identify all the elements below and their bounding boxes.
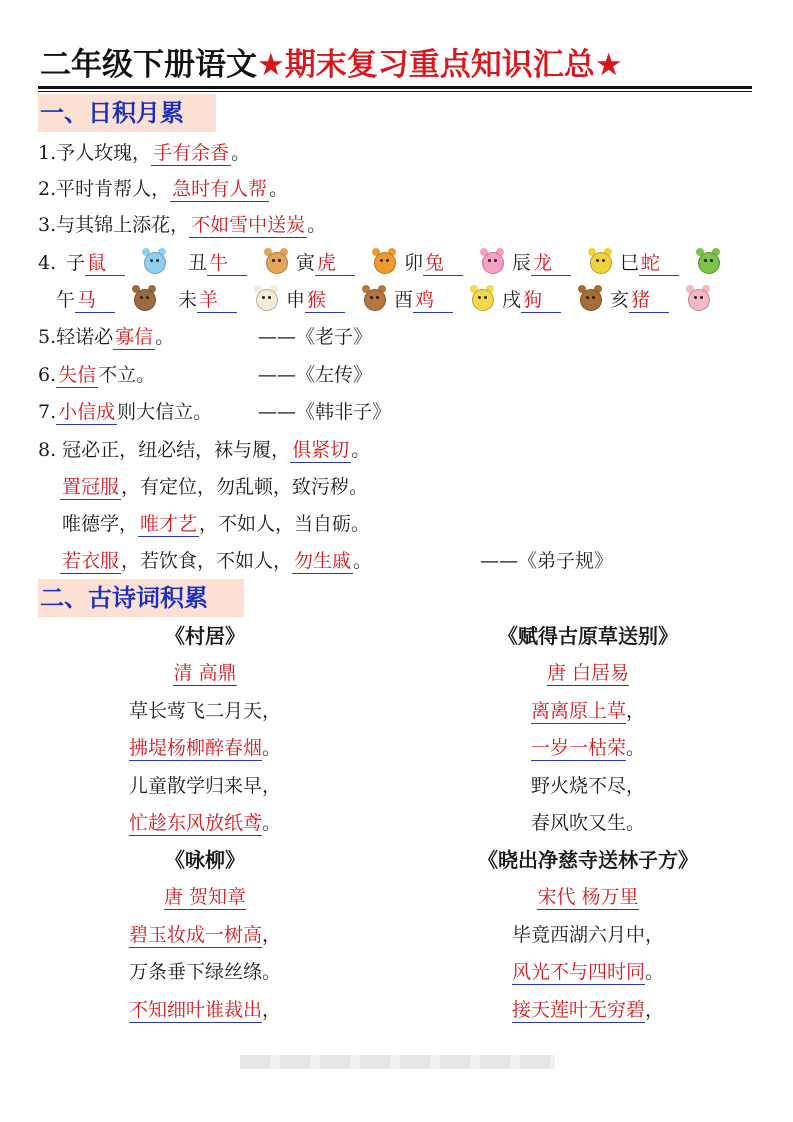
- poem-title-caoyuan: 《赋得古原草送别》: [498, 624, 678, 648]
- item-8-end-1: 。: [351, 439, 371, 461]
- item-6-end: 不立。: [98, 364, 156, 386]
- poem-line-jingci-3: [448, 995, 728, 1025]
- section-heading-1: 一、日积月累: [38, 94, 216, 132]
- poem-line-yongliu-2: 万条垂下绿丝绦。: [128, 961, 281, 983]
- item-1-text: 1.予人玫瑰，: [38, 142, 152, 164]
- poem-line-cunju-3: 儿童散学归来早，: [128, 775, 281, 797]
- zodiac-branch: 辰: [512, 252, 532, 274]
- item-3-text: 3.与其锦上添花，: [38, 214, 190, 236]
- zodiac-item-10: [394, 285, 453, 315]
- poem-title-cunju: 《村居》: [165, 624, 245, 648]
- poem-author-cunju-text: 清 高鼎: [173, 662, 237, 684]
- ox-icon: [262, 246, 290, 276]
- zodiac-animal-answer: 猪: [629, 288, 669, 313]
- item-5-text: 5.轻诺必: [38, 326, 114, 348]
- zodiac-animal-answer: 猴: [305, 288, 345, 313]
- poem-title-jingci: 《晓出净慈寺送林子方》: [478, 848, 698, 872]
- poem-answer-jingci-2: 风光不与四时同: [511, 961, 645, 983]
- zodiac-animal-answer: 鼠: [85, 251, 125, 276]
- poem-line-jingci-2: [448, 957, 728, 987]
- watermark-bar: [240, 1055, 555, 1069]
- item-7-end: 则大信立。: [117, 401, 213, 423]
- zodiac-branch: 寅: [296, 252, 316, 274]
- item-8-end-4: 。: [353, 550, 373, 572]
- item-8-text-2: ，有定位，勿乱顿，致污秽。: [121, 476, 369, 498]
- pig-icon: [684, 283, 712, 313]
- item-8-answer-2: 置冠服: [62, 476, 120, 498]
- rabbit-icon: [478, 246, 506, 276]
- item-5-source: ——《老子》: [258, 326, 373, 348]
- zodiac-item-6: [620, 248, 679, 278]
- item-8-line-2: [60, 472, 368, 502]
- zodiac-item-9: [286, 285, 345, 315]
- poem-title-yongliu: 《咏柳》: [165, 848, 245, 872]
- zodiac-branch: 酉: [394, 289, 414, 311]
- zodiac-item-1: [66, 248, 125, 278]
- poem-answer-cunju-2: 拂堤杨柳醉春烟: [128, 737, 262, 759]
- zodiac-branch: 午: [56, 289, 76, 311]
- zodiac-item-4: [404, 248, 463, 278]
- zodiac-branch: 子: [66, 252, 86, 274]
- zodiac-animal-answer: 虎: [315, 251, 355, 276]
- zodiac-item-5: [512, 248, 571, 278]
- poem-author-caoyuan-text: 唐 白居易: [546, 662, 630, 684]
- item-6: [38, 360, 155, 390]
- poem-answer-cunju-4: 忙趁东风放纸鸢: [128, 812, 262, 834]
- poem-answer-caoyuan-2: 一岁一枯荣: [530, 737, 626, 759]
- poem-line-cunju-2: [85, 733, 325, 763]
- item-8-line-3: [62, 509, 370, 539]
- item-5-answer: 寡信: [115, 326, 154, 348]
- title-rule: [38, 86, 752, 89]
- item-8-answer-3: 唯才艺: [140, 513, 198, 535]
- poem-answer-jingci-3: 接天莲叶无穷碧: [511, 999, 645, 1021]
- snake-icon: [694, 246, 722, 276]
- poem-punct-caoyuan-2: 。: [626, 737, 646, 759]
- item-1-answer: 手有余香: [153, 142, 230, 164]
- item-7-source: ——《韩非子》: [258, 401, 392, 423]
- zodiac-item-12: [610, 285, 669, 315]
- item-7: [38, 397, 212, 427]
- item-3-answer: 不如雪中送炭: [191, 214, 306, 236]
- zodiac-animal-answer: 狗: [521, 288, 561, 313]
- poem-author-cunju: [85, 658, 325, 688]
- item-8-source: ——《弟子规》: [480, 550, 614, 572]
- item-8-line-4: [60, 546, 372, 576]
- poem-author-jingci: [448, 882, 728, 912]
- poem-author-caoyuan: [448, 658, 728, 688]
- mouse-icon: [140, 246, 168, 276]
- rooster-icon: [468, 283, 496, 313]
- zodiac-item-8: [178, 285, 237, 315]
- poem-line-caoyuan-1: [448, 696, 728, 726]
- zodiac-animal-answer: 兔: [423, 251, 463, 276]
- title-rule-thin: [38, 91, 752, 92]
- zodiac-item-2: [188, 248, 247, 278]
- zodiac-branch: 亥: [610, 289, 630, 311]
- item-3-end: 。: [307, 214, 327, 236]
- zodiac-branch: 巳: [620, 252, 640, 274]
- zodiac-item-11: [502, 285, 561, 315]
- item-2-end: 。: [269, 178, 289, 200]
- item-7-answer: 小信成: [58, 401, 116, 423]
- page-title: [40, 44, 752, 86]
- item-1: [38, 138, 250, 168]
- poem-punct-cunju-2: 。: [262, 737, 282, 759]
- poem-punct-cunju-4: 。: [262, 812, 282, 834]
- zodiac-animal-answer: 羊: [197, 288, 237, 313]
- horse-icon: [130, 283, 158, 313]
- poem-answer-caoyuan-1: 离离原上草: [530, 700, 626, 722]
- item-8-answer-1: 俱紧切: [292, 439, 350, 461]
- zodiac-branch: 未: [178, 289, 198, 311]
- zodiac-animal-answer: 龙: [531, 251, 571, 276]
- item-8-end-3: ，不如人，当自砺。: [199, 513, 371, 535]
- poem-author-yongliu: [85, 882, 325, 912]
- poem-line-yongliu-1: [85, 920, 325, 950]
- zodiac-animal-answer: 鸡: [413, 288, 453, 313]
- poem-punct-yongliu-3: ，: [262, 999, 282, 1021]
- item-6-text: 6.: [38, 364, 57, 386]
- goat-icon: [252, 283, 280, 313]
- dog-icon: [576, 283, 604, 313]
- poem-author-yongliu-text: 唐 贺知章: [163, 886, 247, 908]
- tiger-icon: [370, 246, 398, 276]
- item-8-text-4: ，若饮食，不如人，: [121, 550, 293, 572]
- item-6-source: ——《左传》: [258, 364, 373, 386]
- zodiac-branch: 申: [286, 289, 306, 311]
- item-8-line-1: [38, 435, 370, 465]
- section-heading-2: 二、古诗词积累: [38, 579, 244, 617]
- poem-line-jingci-1: 毕竟西湖六月中，: [511, 924, 664, 946]
- zodiac-branch: 戌: [502, 289, 522, 311]
- zodiac-branch: 卯: [404, 252, 424, 274]
- zodiac-animal-answer: 蛇: [639, 251, 679, 276]
- zodiac-animal-answer: 牛: [207, 251, 247, 276]
- item-4-number: 4.: [38, 252, 57, 274]
- poem-answer-yongliu-1: 碧玉妆成一树高: [128, 924, 262, 946]
- poem-line-cunju-4: [85, 808, 325, 838]
- item-8-text-3: 唯德学，: [62, 513, 139, 535]
- dragon-icon: [586, 246, 614, 276]
- item-6-answer: 失信: [58, 364, 97, 386]
- zodiac-animal-answer: 马: [75, 288, 115, 313]
- item-2-answer: 急时有人帮: [172, 178, 268, 200]
- poem-line-caoyuan-2: [448, 733, 728, 763]
- item-1-end: 。: [231, 142, 251, 164]
- zodiac-branch: 丑: [188, 252, 208, 274]
- item-5: [38, 322, 174, 352]
- poem-line-caoyuan-4: 春风吹又生。: [530, 812, 645, 834]
- poem-line-yongliu-3: [85, 995, 325, 1025]
- poem-punct-caoyuan-1: ，: [626, 700, 646, 722]
- item-8-answer-4a: 若衣服: [62, 550, 120, 572]
- item-2: [38, 174, 288, 204]
- poem-punct-yongliu-1: ，: [262, 924, 282, 946]
- item-8-text-1: 8. 冠必正，纽必结，袜与履，: [38, 439, 291, 461]
- poem-line-caoyuan-3: 野火烧不尽，: [530, 775, 645, 797]
- item-7-text: 7.: [38, 401, 57, 423]
- poem-punct-jingci-3: ，: [645, 999, 665, 1021]
- zodiac-item-7: [56, 285, 115, 315]
- title-red: ★期末复习重点知识汇总★: [257, 47, 623, 83]
- item-8-answer-4b: 勿生戚: [294, 550, 352, 572]
- poem-line-cunju-1: 草长莺飞二月天，: [128, 700, 281, 722]
- poem-answer-yongliu-3: 不知细叶谁裁出: [128, 999, 262, 1021]
- zodiac-item-3: [296, 248, 355, 278]
- title-black: 二年级下册语文: [40, 47, 257, 83]
- poem-punct-jingci-2: 。: [645, 961, 665, 983]
- item-5-end: 。: [155, 326, 175, 348]
- poem-author-jingci-text: 宋代 杨万里: [537, 886, 639, 908]
- monkey-icon: [360, 283, 388, 313]
- item-3: [38, 210, 326, 240]
- item-2-text: 2.平时肯帮人，: [38, 178, 171, 200]
